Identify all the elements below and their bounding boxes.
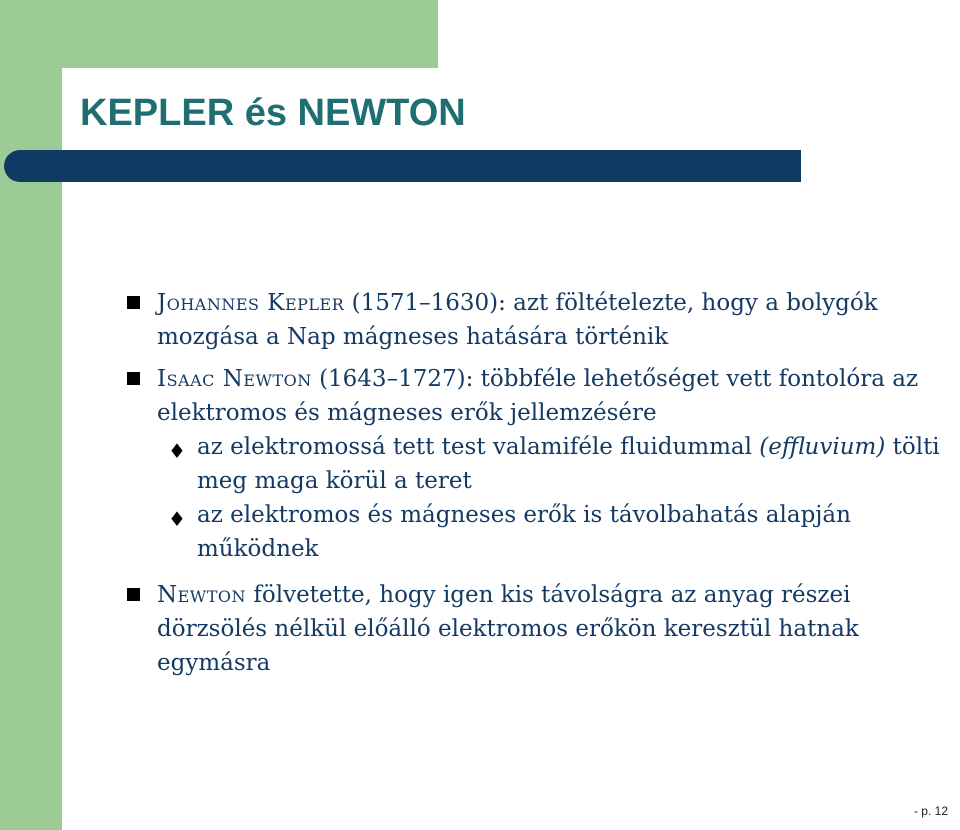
sub-text: az elektromos és mágneses erők is távolbahatás alapján működnek [197, 502, 851, 562]
kepler-text: azt föltételezte, hogy a bolygók mozgása a Nap mágneses hatására történik [157, 290, 878, 350]
slide-title: KEPLER és NEWTON [80, 92, 466, 134]
slide-content [125, 286, 945, 680]
newton-dates: (1643–1727): [319, 366, 474, 392]
filled-square-icon [127, 588, 140, 601]
kepler-name: Johannes Kepler [157, 290, 345, 316]
newton-name: Isaac Newton [157, 366, 312, 392]
sub-bullet-action-at-distance [157, 498, 945, 566]
sub-text-before: az elektromossá tett test valamiféle fluidummal [197, 434, 760, 460]
kepler-dates: (1571–1630): [351, 290, 506, 316]
left-green-margin [0, 0, 62, 830]
diamond-icon: ♦ [168, 507, 186, 531]
newton-short-name: Newton [157, 582, 247, 608]
top-green-band [0, 0, 438, 68]
newton-proposal-text: fölvetette, hogy igen kis távolságra az anyag részei dörzsölés nélkül előálló elektromos erőkön keresztül hatnak egymásra [157, 582, 859, 676]
bullet-newton [125, 362, 945, 430]
page-number: - p. 12 [913, 804, 948, 818]
bullet-kepler [125, 286, 945, 354]
title-underline-bar [4, 150, 801, 182]
sub-text-after: tölti meg maga körül a teret [197, 434, 940, 494]
sub-bullet-effluvium [157, 430, 945, 498]
filled-square-icon [127, 372, 140, 385]
diamond-icon: ♦ [168, 439, 186, 463]
filled-square-icon [127, 296, 140, 309]
newton-text: többféle lehetőséget vett fontolóra az elektromos és mágneses erők jellemzésére [157, 366, 919, 426]
sub-text-italic: (effluvium) [759, 434, 886, 460]
bullet-newton-proposal [125, 578, 945, 680]
